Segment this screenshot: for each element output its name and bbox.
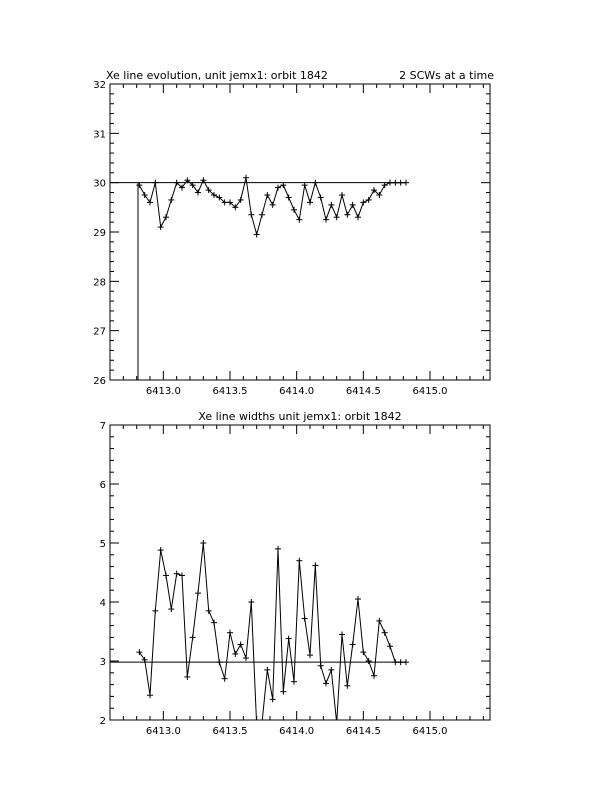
bottom-panel [100, 410, 490, 737]
data-point [291, 679, 297, 685]
data-point [152, 180, 158, 186]
chart-title: Xe line widths unit jemx1: orbit 1842 [198, 410, 402, 423]
y-tick-label: 29 [93, 228, 106, 239]
data-point [339, 192, 345, 198]
data-point [382, 630, 388, 636]
x-tick-label: 6413.5 [212, 386, 248, 397]
data-point [206, 608, 212, 614]
data-point [398, 659, 404, 665]
data-point [152, 608, 158, 614]
data-point [168, 197, 174, 203]
data-point [270, 202, 276, 208]
data-point [280, 689, 286, 695]
data-point [355, 214, 361, 220]
data-point [307, 199, 313, 205]
data-point [312, 562, 318, 568]
data-point [323, 217, 329, 223]
data-point [350, 202, 356, 208]
data-point [174, 571, 180, 577]
data-point [222, 676, 228, 682]
data-point [334, 214, 340, 220]
data-point [264, 192, 270, 198]
data-point [312, 180, 318, 186]
data-point [376, 618, 382, 624]
x-tick-label: 6414.5 [345, 386, 381, 397]
y-tick-label: 4 [99, 598, 106, 609]
data-point [360, 649, 366, 655]
data-point [387, 180, 393, 186]
data-point [200, 540, 206, 546]
plot-frame [110, 84, 490, 380]
data-point [270, 696, 276, 702]
top-panel [93, 69, 494, 397]
data-point [243, 175, 249, 181]
data-point [318, 194, 324, 200]
data-layer [110, 540, 409, 729]
data-point [355, 596, 361, 602]
y-tick-label: 5 [99, 539, 106, 550]
data-point [286, 194, 292, 200]
data-point [328, 667, 334, 673]
data-point [259, 212, 265, 218]
x-tick-label: 6415.0 [412, 386, 448, 397]
data-point [275, 185, 281, 191]
data-point [168, 606, 174, 612]
data-point [248, 212, 254, 218]
data-point [323, 680, 329, 686]
data-point [179, 572, 185, 578]
data-point [195, 590, 201, 596]
data-point [339, 631, 345, 637]
data-point [227, 630, 233, 636]
data-point [190, 634, 196, 640]
data-point [296, 217, 302, 223]
data-point [403, 180, 409, 186]
data-point [291, 207, 297, 213]
data-point [360, 199, 366, 205]
y-tick-label: 31 [93, 129, 106, 141]
data-point [296, 558, 302, 564]
y-tick-label: 3 [99, 657, 106, 668]
data-point [302, 616, 308, 622]
y-tick-label: 26 [93, 376, 106, 387]
data-point [318, 663, 324, 669]
data-point [350, 641, 356, 647]
data-point [307, 652, 313, 658]
data-point [243, 655, 249, 661]
data-point [387, 643, 393, 649]
y-tick-label: 7 [99, 421, 106, 432]
y-tick-label: 27 [93, 326, 106, 338]
data-point [366, 658, 372, 664]
y-tick-label: 28 [93, 277, 106, 289]
data-point [254, 723, 260, 729]
x-tick-label: 6413.5 [212, 726, 248, 737]
y-tick-label: 32 [93, 80, 106, 91]
y-tick-label: 2 [99, 716, 106, 727]
x-tick-label: 6413.0 [145, 386, 181, 397]
data-point [147, 692, 153, 698]
data-point [211, 620, 217, 626]
chart-subtitle: 2 SCWs at a time [399, 69, 494, 82]
x-tick-label: 6414.5 [345, 726, 381, 737]
x-tick-label: 6415.0 [412, 726, 448, 737]
data-point [163, 214, 169, 220]
data-point [392, 180, 398, 186]
data-point [195, 190, 201, 196]
data-point [328, 202, 334, 208]
x-tick-label: 6413.0 [145, 726, 181, 737]
data-point [232, 651, 238, 657]
data-point [264, 667, 270, 673]
data-point [403, 659, 409, 665]
x-tick-label: 6414.0 [279, 726, 315, 737]
data-point [238, 641, 244, 647]
y-tick-label: 30 [93, 178, 106, 190]
x-tick-label: 6414.0 [279, 386, 315, 397]
data-point [248, 599, 254, 605]
data-point [334, 720, 340, 726]
data-point [371, 673, 377, 679]
data-point [286, 636, 292, 642]
data-point [259, 720, 265, 726]
data-point [344, 212, 350, 218]
data-point [216, 659, 222, 665]
data-point [254, 231, 260, 237]
y-tick-label: 6 [99, 480, 106, 491]
chart-title: Xe line evolution, unit jemx1: orbit 1842 [106, 69, 328, 82]
data-point [136, 649, 142, 655]
data-point [398, 180, 404, 186]
data-point [184, 674, 190, 680]
data-point [158, 547, 164, 553]
data-point [163, 572, 169, 578]
data-point [275, 546, 281, 552]
data-point [158, 224, 164, 230]
data-point [392, 659, 398, 665]
data-point [366, 197, 372, 203]
data-layer [110, 175, 409, 380]
data-point [344, 683, 350, 689]
